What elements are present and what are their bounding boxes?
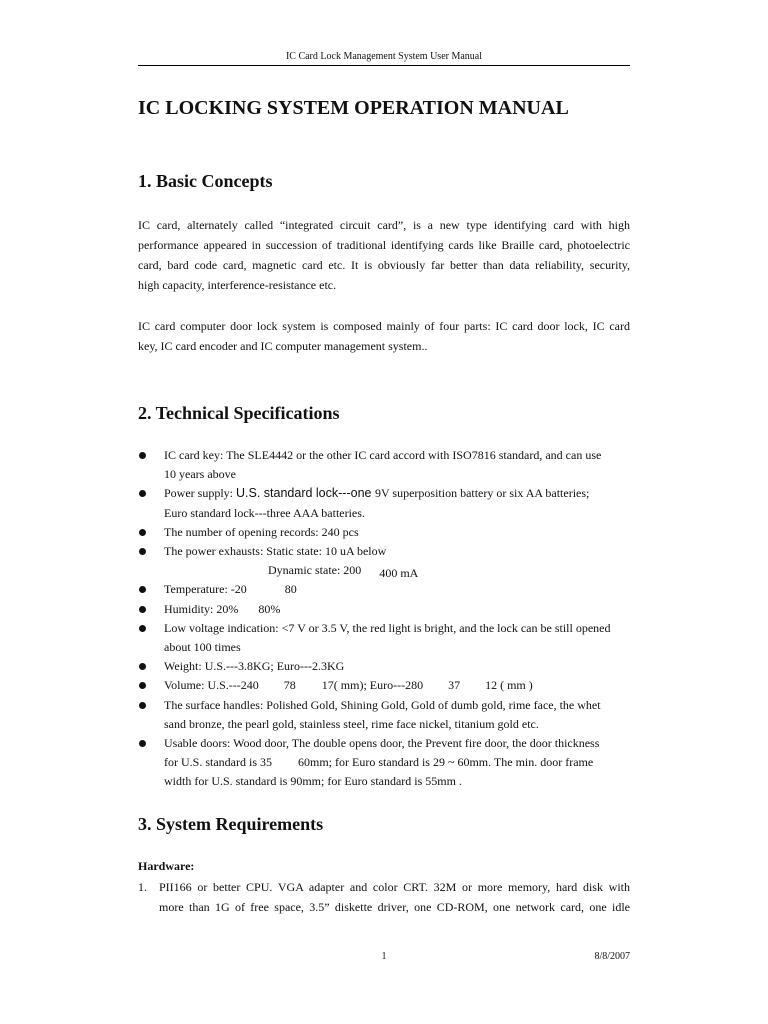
bullet-icon (139, 663, 146, 670)
text-line: PII166 or better CPU. VGA adapter and color CRT. 32M or more memory, hard disk with (159, 880, 630, 894)
heading-basic-concepts: 1. Basic Concepts (138, 171, 273, 191)
text-line: IC card computer door lock system is composed mainly of four parts: IC card door lock, IC card (138, 319, 630, 333)
running-header: IC Card Lock Management System User Manual (285, 51, 483, 62)
text-line (164, 676, 638, 695)
hardware-list (138, 877, 630, 917)
text-run: 12 ( mm ) (485, 678, 533, 693)
text-run: for U.S. standard is 35 (164, 755, 272, 770)
text-line: Usable doors: Wood door, The double opens door, the Prevent fire door, the door thickness (164, 736, 600, 751)
text-run: Dynamic state: 200 (268, 563, 362, 578)
text-run: 400 mA (379, 566, 419, 581)
list-number: 1. (138, 880, 147, 894)
hardware-label: Hardware: (138, 859, 195, 873)
paragraph-system-parts (138, 316, 630, 356)
text-line: 10 years above (164, 467, 236, 482)
text-line: The power exhausts: Static state: 10 uA below (164, 544, 387, 559)
text-line: about 100 times (164, 640, 241, 655)
list-item-power-exhausts (138, 542, 638, 580)
text-run: U.S. standard lock---one (236, 486, 375, 501)
heading-system-requirements: 3. System Requirements (138, 814, 324, 834)
text-line (164, 753, 638, 772)
text-run: 78 (283, 678, 296, 693)
text-line: more than 1G of free space, 3.5” diskette driver, one CD-ROM, one network card, one idle (159, 900, 630, 914)
list-item (138, 877, 630, 917)
text-run: 37 (448, 678, 461, 693)
text-run: Temperature: -20 (164, 582, 247, 597)
text-run: 80 (284, 582, 297, 597)
list-item-surface-handles (138, 696, 638, 734)
paragraph-ic-card-intro (138, 215, 630, 295)
text-run: 60mm; for Euro standard is 29 ~ 60mm. The min. door frame (298, 755, 594, 770)
list-item-volume (138, 676, 638, 695)
text-line: key, IC card encoder and IC computer management system.. (138, 339, 428, 353)
heading-technical-specifications: 2. Technical Specifications (138, 403, 340, 423)
bullet-icon (139, 490, 146, 497)
page-number: 1 (381, 951, 387, 962)
text-line: performance appeared in succession of traditional identifying cards like Braille card, photoelectric (138, 238, 630, 252)
spec-list (138, 446, 638, 792)
list-item-low-voltage (138, 619, 638, 657)
page-date: 8/8/2007 (594, 951, 630, 962)
text-line: IC card key: The SLE4442 or the other IC card accord with ISO7816 standard, and can use (164, 448, 602, 462)
text-line (164, 561, 638, 580)
text-line: The surface handles: Polished Gold, Shining Gold, Gold of dumb gold, rime face, the whet (164, 697, 601, 712)
bullet-icon (139, 682, 146, 689)
list-item-opening-records (138, 523, 638, 542)
text-run: 9V superposition battery or six AA batteries; (374, 486, 590, 501)
bullet-icon (139, 548, 146, 555)
list-item-usable-doors (138, 734, 638, 792)
text-run: Power supply: (164, 486, 236, 501)
text-run: 80% (258, 601, 281, 616)
document-title: IC LOCKING SYSTEM OPERATION MANUAL (138, 97, 569, 119)
text-line: width for U.S. standard is 90mm; for Euro standard is 55mm . (164, 774, 462, 789)
text-line: card, bard code card, magnetic card etc. It is obviously far better than data reliability, security, (138, 258, 630, 272)
text-run: 17( mm); Euro---280 (321, 678, 424, 693)
bullet-icon (139, 606, 146, 613)
bullet-icon (139, 702, 146, 709)
text-run: Volume: U.S.---240 (164, 678, 259, 693)
text-run: Humidity: 20% (164, 601, 239, 616)
text-line (164, 580, 638, 599)
text-line: Low voltage indication: <7 V or 3.5 V, the red light is bright, and the lock can be still opened (164, 620, 611, 635)
text-line: The number of opening records: 240 pcs (164, 524, 359, 539)
bullet-icon (139, 529, 146, 536)
bullet-icon (139, 452, 146, 459)
list-item-humidity (138, 600, 638, 619)
text-line: Weight: U.S.---3.8KG; Euro---2.3KG (164, 659, 345, 674)
list-item-power-supply (138, 484, 638, 522)
bullet-icon (139, 740, 146, 747)
bullet-icon (139, 625, 146, 632)
list-item-card-key (138, 446, 638, 484)
text-line: high capacity, interference-resistance etc. (138, 278, 337, 292)
text-line: Euro standard lock---three AAA batteries. (164, 505, 365, 520)
text-line (164, 484, 638, 503)
list-item-weight (138, 657, 638, 676)
bullet-icon (139, 586, 146, 593)
header-rule (138, 65, 630, 66)
text-line: IC card, alternately called “integrated circuit card”, is a new type identifying card with high (138, 218, 630, 232)
text-line (164, 600, 638, 619)
list-item-temperature (138, 580, 638, 599)
text-line: sand bronze, the pearl gold, stainless steel, rime face nickel, titanium gold etc. (164, 716, 539, 731)
